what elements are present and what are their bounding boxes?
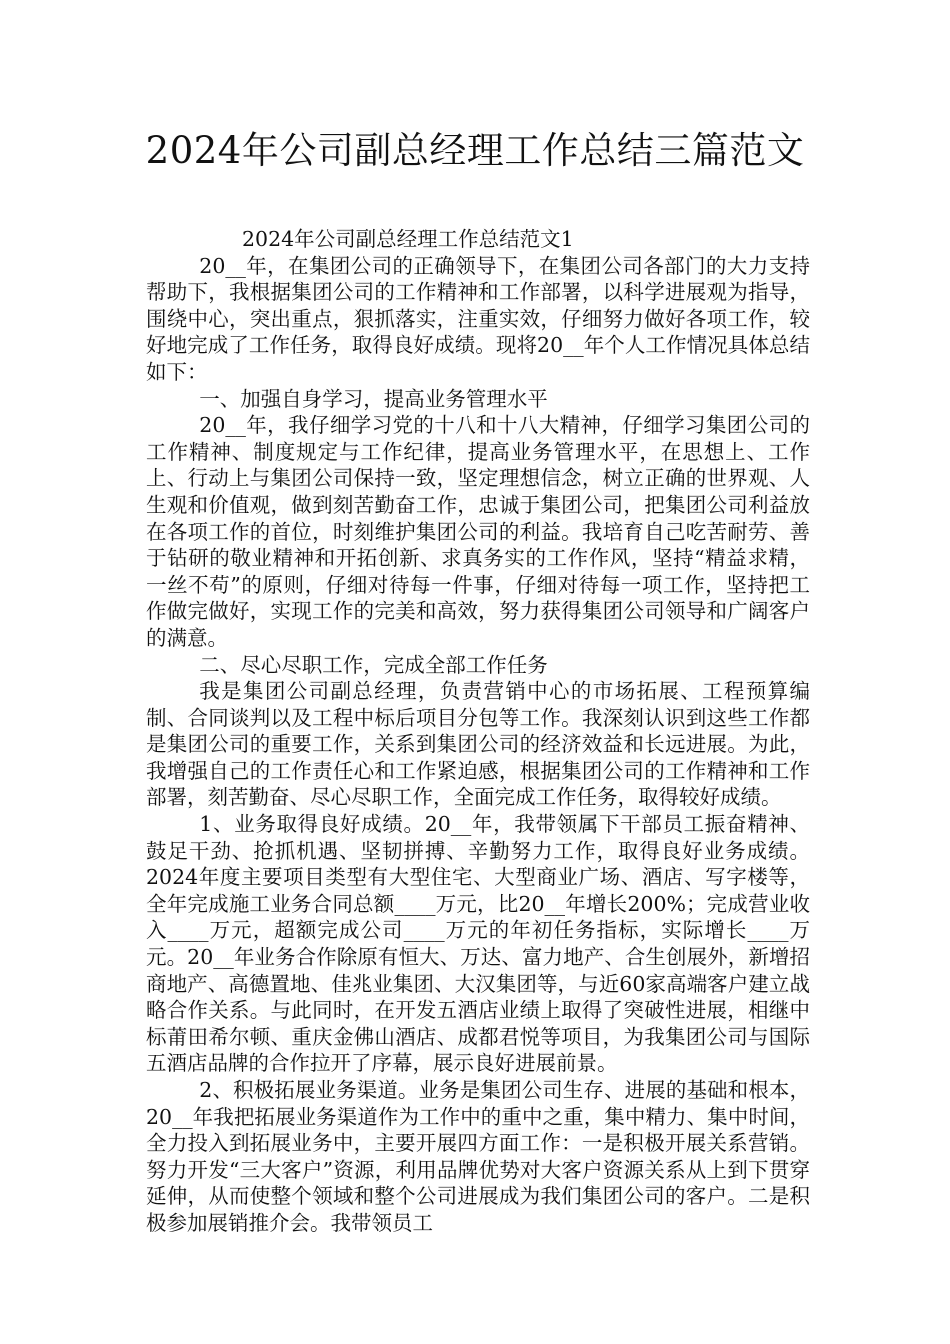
- document-title: 2024年公司副总经理工作总结三篇范文: [145, 129, 805, 172]
- paragraph-study: 20__年，我仔细学习党的十八和十八大精神，仔细学习集团公司的工作精神、制度规定与工作纪律，提高业务管理水平，在思想上、工作上、行动上与集团公司保持一致，坚定理想信念，树立正确的世界观、人生观和价值观，做到刻苦勤奋工作，忠诚于集团公司，把集团公司利益放在各项工作的首位，时刻维护集团公司的利益。我培育自己吃苦耐劳、善于钻研的敬业精神和开拓创新、求真务实的工作作风，坚持“精益求精，一丝不苟”的原则，仔细对待每一件事，仔细对待每一项工作，坚持把工作做完做好，实现工作的完美和高效，努力获得集团公司领导和广阔客户的满意。: [146, 413, 810, 650]
- heading-section-two: 二、尽心尽职工作，完成全部工作任务: [199, 652, 548, 677]
- paragraph-intro: 20__年，在集团公司的正确领导下，在集团公司各部门的大力支持帮助下，我根据集团公司的工作精神和工作部署，以科学进展观为指导，围绕中心，突出重点，狠抓落实，注重实效，仔细努力做好各项工作，较好地完成了工作任务，取得良好成绩。现将20__年个人工作情况具体总结如下：: [146, 253, 810, 384]
- section-subtitle: 2024年公司副总经理工作总结范文1: [242, 227, 574, 251]
- document-body: [146, 226, 810, 1237]
- heading-section-one: 一、加强自身学习，提高业务管理水平: [199, 386, 548, 411]
- paragraph-duties: 我是集团公司副总经理，负责营销中心的市场拓展、工程预算编制、合同谈判以及工程中标后项目分包等工作。我深刻认识到这些工作都是集团公司的重要工作，关系到集团公司的经济效益和长远进展。为此，我增强自己的工作责任心和工作紧迫感，根据集团公司的工作精神和工作部署，刻苦勤奋、尽心尽职工作，全面完成工作任务，取得较好成绩。: [146, 679, 810, 810]
- paragraph-item-one: 1、业务取得良好成绩。20__年，我带领属下干部员工振奋精神、鼓足干劲、抢抓机遇、坚韧拼搏、辛勤努力工作，取得良好业务成绩。2024年度主要项目类型有大型住宅、大型商业广场、酒店、写字楼等，全年完成施工业务合同总额____万元，比20__年增长200%；完成营业收入____万元，超额完成公司____万元的年初任务指标，实际增长____万元。20__年业务合作除原有恒大、万达、富力地产、合生创展外，新增招商地产、高德置地、佳兆业集团、大汉集团等，与近60家高端客户建立战略合作关系。与此同时，在开发五酒店业绩上取得了突破性进展，相继中标莆田希尔顿、重庆金佛山酒店、成都君悦等项目，为我集团公司与国际五酒店品牌的合作拉开了序幕，展示良好进展前景。: [146, 812, 810, 1076]
- paragraph-item-two: 2、积极拓展业务渠道。业务是集团公司生存、进展的基础和根本，20__年我把拓展业务渠道作为工作中的重中之重，集中精力、集中时间，全力投入到拓展业务中，主要开展四方面工作：一是积极开展关系营销。努力开发“三大客户”资源，利用品牌优势对大客户资源关系从上到下贯穿延伸，从而使整个领域和整个公司进展成为我们集团公司的客户。二是积极参加展销推介会。我带领员工: [146, 1078, 810, 1235]
